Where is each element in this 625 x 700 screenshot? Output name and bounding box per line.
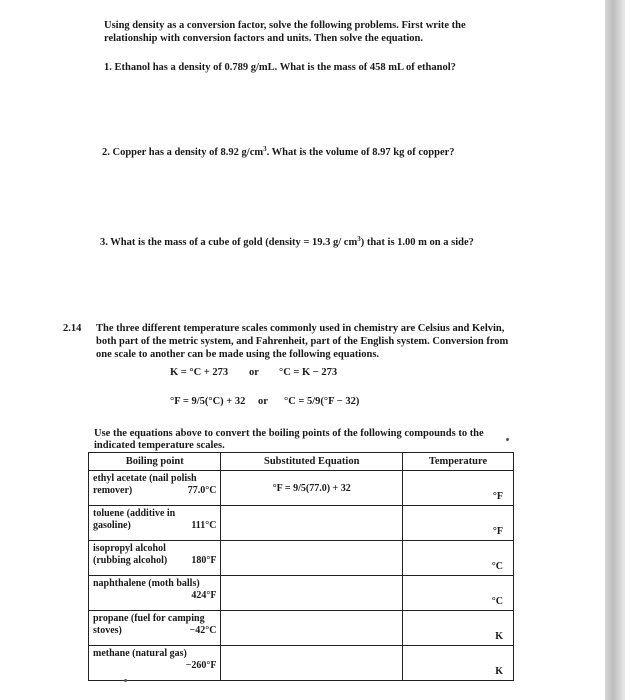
boiling-point-cell	[89, 506, 221, 541]
compound-name: isopropyl alcohol	[93, 543, 166, 554]
equation-celsius-from-kelvin: °C = K − 273	[279, 367, 338, 378]
table-row	[89, 471, 514, 506]
table-row	[89, 611, 514, 646]
table-header-row	[89, 453, 514, 471]
page-edge-shadow	[605, 0, 625, 700]
header-temperature: Temperature	[402, 453, 513, 471]
equation-cell	[221, 646, 403, 681]
problem-3	[100, 233, 474, 250]
section-line-1: The three different temperature scales commonly used in chemistry are Celsius and Kelvin,	[96, 323, 505, 334]
compound-name: propane (fuel for camping	[93, 613, 205, 624]
problem-1: 1. Ethanol has a density of 0.789 g/mL. What is the mass of 458 mL of ethanol?	[104, 62, 456, 73]
table-row	[89, 576, 514, 611]
compound-name-cont: stoves)	[93, 624, 122, 636]
boiling-point-cell	[89, 611, 221, 646]
temperature-unit: °C	[402, 541, 513, 576]
boiling-point-value: 180°F	[191, 554, 217, 566]
problem-3-text: 3. What is the mass of a cube of gold (density = 19.3 g/ cm	[100, 237, 358, 248]
problem-2-sup: 3	[263, 145, 267, 153]
temperature-unit: °C	[402, 576, 513, 611]
equation-fahrenheit: °F = 9/5(°C) + 32	[170, 396, 246, 407]
problem-2-text-end: . What is the volume of 8.97 kg of copper?	[266, 147, 455, 158]
boiling-point-cell	[89, 646, 221, 681]
instructions-line-2: indicated temperature scales.	[94, 440, 225, 451]
boiling-point-cell	[89, 471, 221, 506]
temperature-unit: °F	[402, 506, 513, 541]
section-line-2: both part of the metric system, and Fahrenheit, part of the English system. Conversion from	[96, 336, 509, 347]
table-row	[89, 541, 514, 576]
compound-name: toluene (additive in	[93, 508, 176, 519]
stray-mark	[506, 438, 509, 441]
boiling-point-cell	[89, 541, 221, 576]
problem-2-text: 2. Copper has a density of 8.92 g/cm	[102, 147, 264, 158]
temperature-unit: K	[402, 611, 513, 646]
equation-or-2: or	[258, 396, 268, 407]
equation-or-1: or	[249, 367, 259, 378]
equation-celsius-from-fahrenheit: °C = 5/9(°F − 32)	[284, 396, 360, 407]
table-row	[89, 506, 514, 541]
temperature-unit: °F	[402, 471, 513, 506]
compound-name-cont: (rubbing alcohol)	[93, 554, 168, 566]
section-number: 2.14	[63, 323, 82, 334]
header-boiling-point: Boiling point	[89, 453, 221, 471]
problem-2	[102, 143, 455, 160]
problem-3-text-end: ) that is 1.00 m on a side?	[360, 237, 474, 248]
stray-mark	[124, 679, 127, 682]
section-line-3: one scale to another can be made using the following equations.	[96, 349, 380, 360]
equation-kelvin: K = °C + 273	[170, 367, 229, 378]
boiling-point-value: 424°F	[191, 589, 217, 601]
equation-cell	[221, 576, 403, 611]
boiling-point-value: −260°F	[185, 659, 217, 671]
header-substituted-equation: Substituted Equation	[221, 453, 403, 471]
temperature-unit: K	[402, 646, 513, 681]
conversion-table	[88, 452, 514, 681]
instructions-line-1: Use the equations above to convert the boiling points of the following compounds to the	[94, 428, 484, 439]
equation-cell	[221, 611, 403, 646]
problem-3-sup: 3	[357, 235, 361, 243]
boiling-point-cell	[89, 576, 221, 611]
compound-name-cont: remover)	[93, 484, 133, 496]
equation-cell	[221, 541, 403, 576]
equation-cell: °F = 9/5(77.0) + 32	[221, 471, 403, 506]
compound-name: ethyl acetate (nail polish	[93, 473, 197, 484]
intro-line-2: relationship with conversion factors and units. Then solve the equation.	[104, 33, 424, 44]
compound-name: naphthalene (moth balls)	[93, 578, 200, 589]
compound-name: methane (natural gas)	[93, 648, 187, 659]
table-row	[89, 646, 514, 681]
boiling-point-value: −42°C	[189, 624, 217, 636]
boiling-point-value: 77.0°C	[187, 484, 217, 496]
equation-cell	[221, 506, 403, 541]
compound-name-cont: gasoline)	[93, 519, 131, 531]
boiling-point-value: 111°C	[191, 519, 217, 531]
intro-line-1: Using density as a conversion factor, solve the following problems. First write the	[104, 20, 466, 31]
